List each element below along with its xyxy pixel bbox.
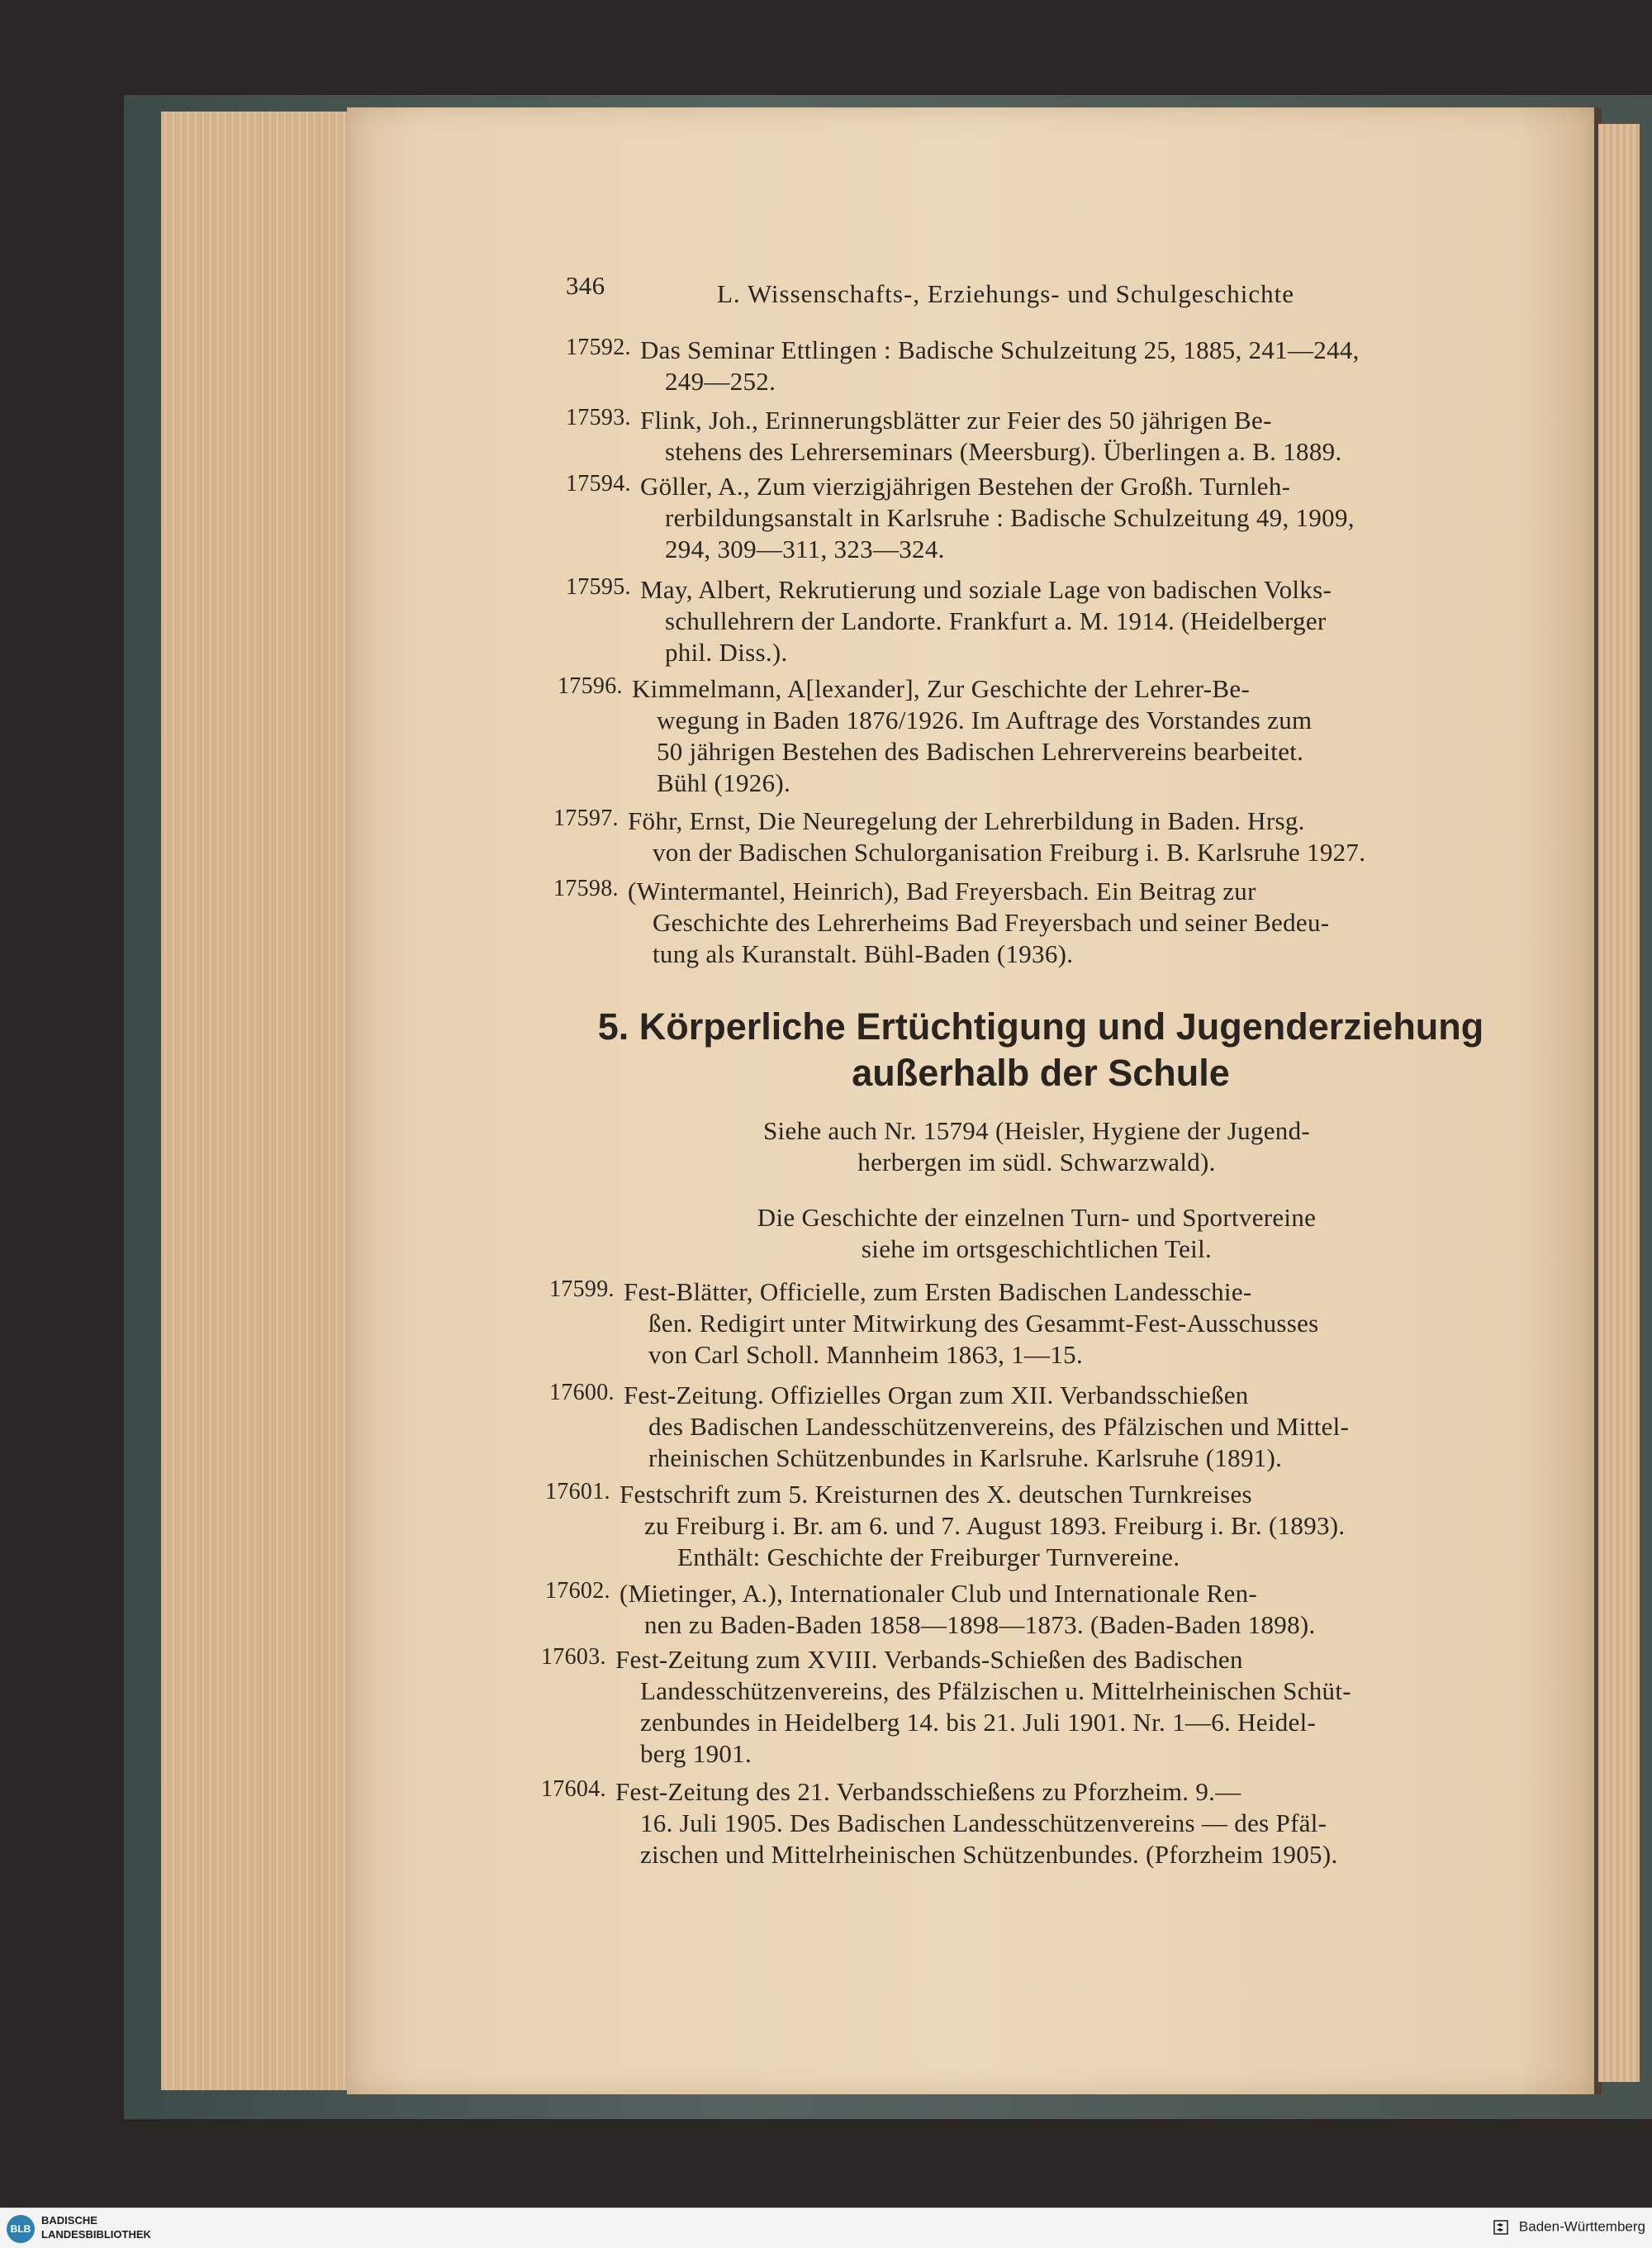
entry-number: 17600. — [549, 1380, 615, 1405]
entry-text: (Mietinger, A.), Internationaler Club und Internationale Ren- nen zu Baden-Baden 1858—1898—1873. (Baden-Baden 1898). — [620, 1579, 1316, 1639]
entry-number: 17597. — [553, 806, 619, 831]
entry-number: 17603. — [541, 1644, 606, 1670]
entry-text: Fest-Zeitung zum XVIII. Verbands-Schießen des Badischen Landesschützenvereins, des Pfälzischen u. Mittelrheinischen Schüt- zenbundes in Heidelberg 14. bis 21. Juli 1901. Nr. 1—6. Heidel- berg 1901. — [615, 1645, 1351, 1768]
entry-number: 17601. — [545, 1479, 610, 1504]
entry-number: 17598. — [553, 876, 619, 901]
section-heading: 5. Körperliche Ertüchtigung und Jugenderziehung außerhalb der Schule — [597, 1005, 1484, 1094]
entry-number: 17594. — [566, 471, 631, 497]
entry-text: Fest-Zeitung des 21. Verbandsschießens zu Pforzheim. 9.— 16. Juli 1905. Des Badischen Landesschützenvereins — des Pfäl- zischen und Mittelrheinischen Schützenbundes. (Pforzheim 1905). — [615, 1777, 1338, 1869]
page-number: 346 — [566, 271, 605, 300]
entry-text: Föhr, Ernst, Die Neuregelung der Lehrerbildung in Baden. Hrsg. von der Badischen Schulorganisation Freiburg i. B. Karlsruhe 1927. — [628, 806, 1366, 867]
entry-number: 17599. — [549, 1276, 615, 1302]
lions-crest-icon — [1492, 2218, 1510, 2236]
see-also-note: Die Geschichte der einzelnen Turn- und Sportvereine siehe im ortsgeschichtlichen Teil. — [757, 1203, 1317, 1263]
entry-number: 17593. — [566, 405, 631, 430]
blb-logo-icon: BLB — [7, 2215, 35, 2243]
entry-text: Fest-Blätter, Officielle, zum Ersten Badischen Landesschie- ßen. Redigirt unter Mitwirkung des Gesammt-Fest-Ausschusses von Carl Scholl. Mannheim 1863, 1—15. — [624, 1277, 1319, 1369]
state-name: Baden-Württemberg — [1518, 2218, 1645, 2235]
entry-text: Festschrift zum 5. Kreisturnen des X. deutschen Turnkreises zu Freiburg i. Br. am 6. und 7. August 1893. Freiburg i. Br. (1893). Enthält: Geschichte der Freiburger Turnvereine. — [620, 1480, 1346, 1571]
page-edges-left — [161, 112, 351, 2090]
entry-number: 17604. — [541, 1776, 606, 1802]
entry-text: May, Albert, Rekrutierung und soziale Lage von badischen Volks- schullehrern der Landorte. Frankfurt a. M. 1914. (Heidelberger phil. Diss.). — [640, 575, 1332, 667]
see-also-note: Siehe auch Nr. 15794 (Heisler, Hygiene der Jugend- herbergen im südl. Schwarzwald). — [763, 1116, 1310, 1176]
entry-number: 17592. — [566, 335, 631, 360]
entry-number: 17595. — [566, 574, 631, 600]
state-logo — [1492, 2218, 1645, 2236]
entry-text: Fest-Zeitung. Offizielles Organ zum XII. Verbandsschießen des Badischen Landesschützenvereins, des Pfälzischen und Mittel- rheinischen Schützenbundes in Karlsruhe. Karlsruhe (1891). — [624, 1381, 1350, 1472]
entry-text: Kimmelmann, A[lexander], Zur Geschichte der Lehrer-Be- wegung in Baden 1876/1926. Im Auftrage des Vorstandes zum 50 jährigen Bestehen des Badischen Lehrervereins bearbeitet. Bühl (1926). — [632, 674, 1313, 797]
running-title: L. Wissenschafts-, Erziehungs- und Schulgeschichte — [717, 279, 1295, 308]
entry-text: Das Seminar Ettlingen : Badische Schulzeitung 25, 1885, 241—244, 249—252. — [640, 335, 1360, 396]
entry-text: Göller, A., Zum vierzigjährigen Bestehen der Großh. Turnleh- rerbildungsanstalt in Karlsruhe : Badische Schulzeitung 49, 1909, 294, 309—311, 323—324. — [640, 472, 1355, 563]
library-name: BADISCHE LANDESBIBLIOTHEK — [41, 2214, 151, 2241]
entry-text: Flink, Joh., Erinnerungsblätter zur Feier des 50 jährigen Be- stehens des Lehrerseminars (Meersburg). Überlingen a. B. 1889. — [640, 406, 1342, 466]
footer-bar — [0, 2208, 1652, 2248]
page-edges-right — [1598, 124, 1640, 2082]
entry-number: 17602. — [545, 1578, 610, 1604]
entry-text: (Wintermantel, Heinrich), Bad Freyersbach. Ein Beitrag zur Geschichte des Lehrerheims Bad Freyersbach und seiner Bedeu- tung als Kuranstalt. Bühl-Baden (1936). — [628, 877, 1330, 968]
entry-number: 17596. — [558, 673, 623, 699]
